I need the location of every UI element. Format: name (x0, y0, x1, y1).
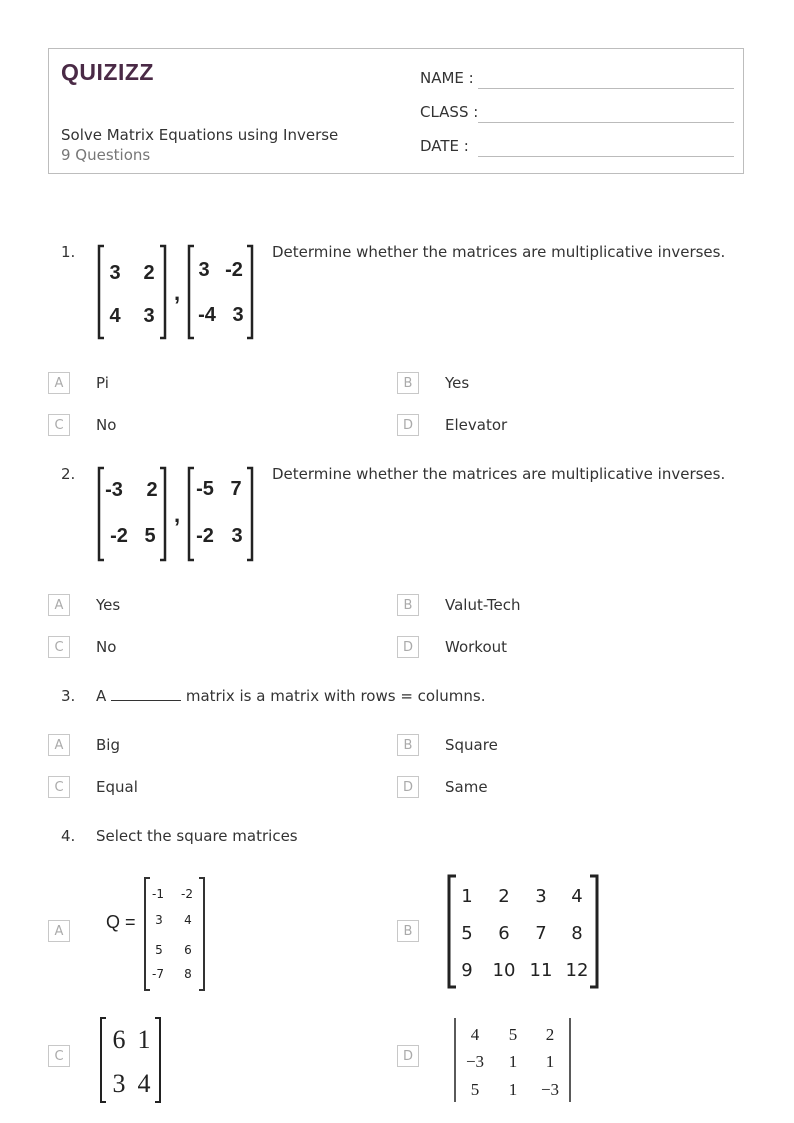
option-text[interactable]: Elevator (445, 416, 508, 434)
matrix-cell: 2 (498, 886, 510, 907)
option-letter-box[interactable]: B (397, 594, 419, 616)
option-text[interactable]: Valut-Tech (445, 596, 521, 614)
class-label: CLASS : (420, 103, 479, 121)
option-text[interactable]: No (96, 416, 117, 434)
option-letter-box[interactable]: A (48, 594, 70, 616)
option-text[interactable]: Square (445, 736, 498, 754)
question-number: 4. (61, 827, 76, 845)
matrix-cell: 4 (184, 913, 192, 927)
date-field[interactable] (420, 137, 734, 159)
matrix-cell: 6 (184, 943, 192, 957)
matrix-cell: 6 (112, 1025, 126, 1054)
matrix-cell: 7 (535, 923, 547, 944)
option-text[interactable]: Yes (445, 374, 470, 392)
option-letter-box[interactable]: A (48, 920, 70, 942)
matrix-cell: 1 (461, 886, 473, 907)
option-matrix[interactable] (104, 876, 214, 994)
option-letter-box[interactable]: C (48, 636, 70, 658)
name-label: NAME : (420, 69, 474, 87)
worksheet-header (48, 48, 744, 174)
matrix-cell: 5 (470, 1080, 480, 1099)
matrix-cell: 3 (155, 913, 163, 927)
matrix-pair (96, 466, 258, 564)
matrix-cell: 3 (231, 525, 243, 547)
question-text: Determine whether the matrices are multiplicative inverses. (272, 465, 726, 483)
matrix-cell: -3 (105, 479, 123, 501)
question-text-before: A (96, 687, 107, 705)
matrix-cell: -2 (181, 887, 193, 901)
name-field[interactable] (420, 69, 734, 91)
matrix-cell: 7 (230, 478, 242, 500)
option-matrix[interactable] (452, 1016, 576, 1106)
matrix-cell: 10 (492, 960, 516, 981)
option-letter-box[interactable]: B (397, 920, 419, 942)
option-letter-box[interactable]: D (397, 776, 419, 798)
matrix-pair (96, 244, 258, 342)
matrix-cell: 11 (529, 960, 553, 981)
class-field[interactable] (420, 103, 734, 125)
matrix-cell: 1 (508, 1080, 518, 1099)
question-text-after: matrix is a matrix with rows = columns. (185, 687, 486, 705)
matrix-cell: -1 (152, 887, 164, 901)
matrix-cell: −3 (465, 1052, 485, 1071)
option-text[interactable]: Pi (96, 374, 109, 392)
quizizz-logo: QUIZIZZ (61, 59, 154, 85)
name-line (478, 88, 734, 89)
option-matrix[interactable] (98, 1016, 166, 1106)
matrix-cell: 2 (143, 262, 155, 284)
matrix-cell: 1 (508, 1052, 518, 1071)
date-line (478, 156, 734, 157)
fill-in-blank (111, 688, 181, 701)
matrix-cell: 3 (109, 262, 121, 284)
option-text[interactable]: Workout (445, 638, 508, 656)
matrix-cell: -2 (196, 525, 214, 547)
option-text[interactable]: No (96, 638, 117, 656)
matrix-cell: 8 (571, 923, 583, 944)
date-label: DATE : (420, 137, 469, 155)
question-text: Select the square matrices (96, 827, 298, 845)
worksheet-title: Solve Matrix Equations using Inverse (61, 126, 339, 144)
matrix-cell: 1 (545, 1052, 555, 1071)
matrix-cell: -5 (196, 478, 214, 500)
matrix-cell: 3 (535, 886, 547, 907)
option-text[interactable]: Equal (96, 778, 138, 796)
option-letter-box[interactable]: A (48, 734, 70, 756)
option-matrix[interactable] (446, 874, 602, 990)
matrix-cell: 4 (571, 886, 583, 907)
option-letter-box[interactable]: D (397, 636, 419, 658)
question-number: 2. (61, 465, 76, 483)
option-text[interactable]: Yes (96, 596, 121, 614)
option-letter-box[interactable]: C (48, 776, 70, 798)
question-text: Determine whether the matrices are multiplicative inverses. (272, 243, 726, 261)
option-letter-box[interactable]: A (48, 372, 70, 394)
matrix-cell: 9 (461, 960, 473, 981)
matrix-cell: 6 (498, 923, 510, 944)
matrix-cell: 4 (470, 1025, 480, 1044)
matrix-cell: 5 (461, 923, 473, 944)
question-number: 1. (61, 243, 76, 261)
matrix-cell: 8 (184, 967, 192, 981)
matrix-cell: 4 (137, 1069, 151, 1098)
matrix-cell: 4 (109, 305, 121, 327)
option-letter-box[interactable]: C (48, 1045, 70, 1067)
option-letter-box[interactable]: C (48, 414, 70, 436)
question-number: 3. (61, 687, 76, 705)
matrix-cell: 5 (508, 1025, 518, 1044)
matrix-cell: 3 (143, 305, 155, 327)
option-letter-box[interactable]: D (397, 414, 419, 436)
matrix-cell: 3 (198, 259, 210, 281)
matrix-cell: 5 (155, 943, 163, 957)
matrix-cell: -4 (198, 304, 216, 326)
matrix-cell: 5 (144, 525, 156, 547)
matrix-separator: , (173, 280, 181, 305)
matrix-cell: 1 (137, 1025, 151, 1054)
matrix-cell: 3 (112, 1069, 126, 1098)
question-count: 9 Questions (61, 146, 151, 164)
option-letter-box[interactable]: D (397, 1045, 419, 1067)
matrix-cell: -7 (152, 967, 164, 981)
option-letter-box[interactable]: B (397, 372, 419, 394)
matrix-cell: -2 (225, 259, 243, 281)
matrix-cell: 2 (545, 1025, 555, 1044)
matrix-cell: 3 (232, 304, 244, 326)
class-line (478, 122, 734, 123)
matrix-separator: , (173, 502, 181, 527)
matrix-cell: −3 (540, 1080, 560, 1099)
question-text (96, 687, 485, 705)
matrix-label: Q = (106, 912, 136, 932)
option-letter-box[interactable]: B (397, 734, 419, 756)
option-text[interactable]: Big (96, 736, 120, 754)
option-text[interactable]: Same (445, 778, 488, 796)
matrix-cell: -2 (110, 525, 128, 547)
matrix-cell: 12 (565, 960, 589, 981)
matrix-cell: 2 (146, 479, 158, 501)
